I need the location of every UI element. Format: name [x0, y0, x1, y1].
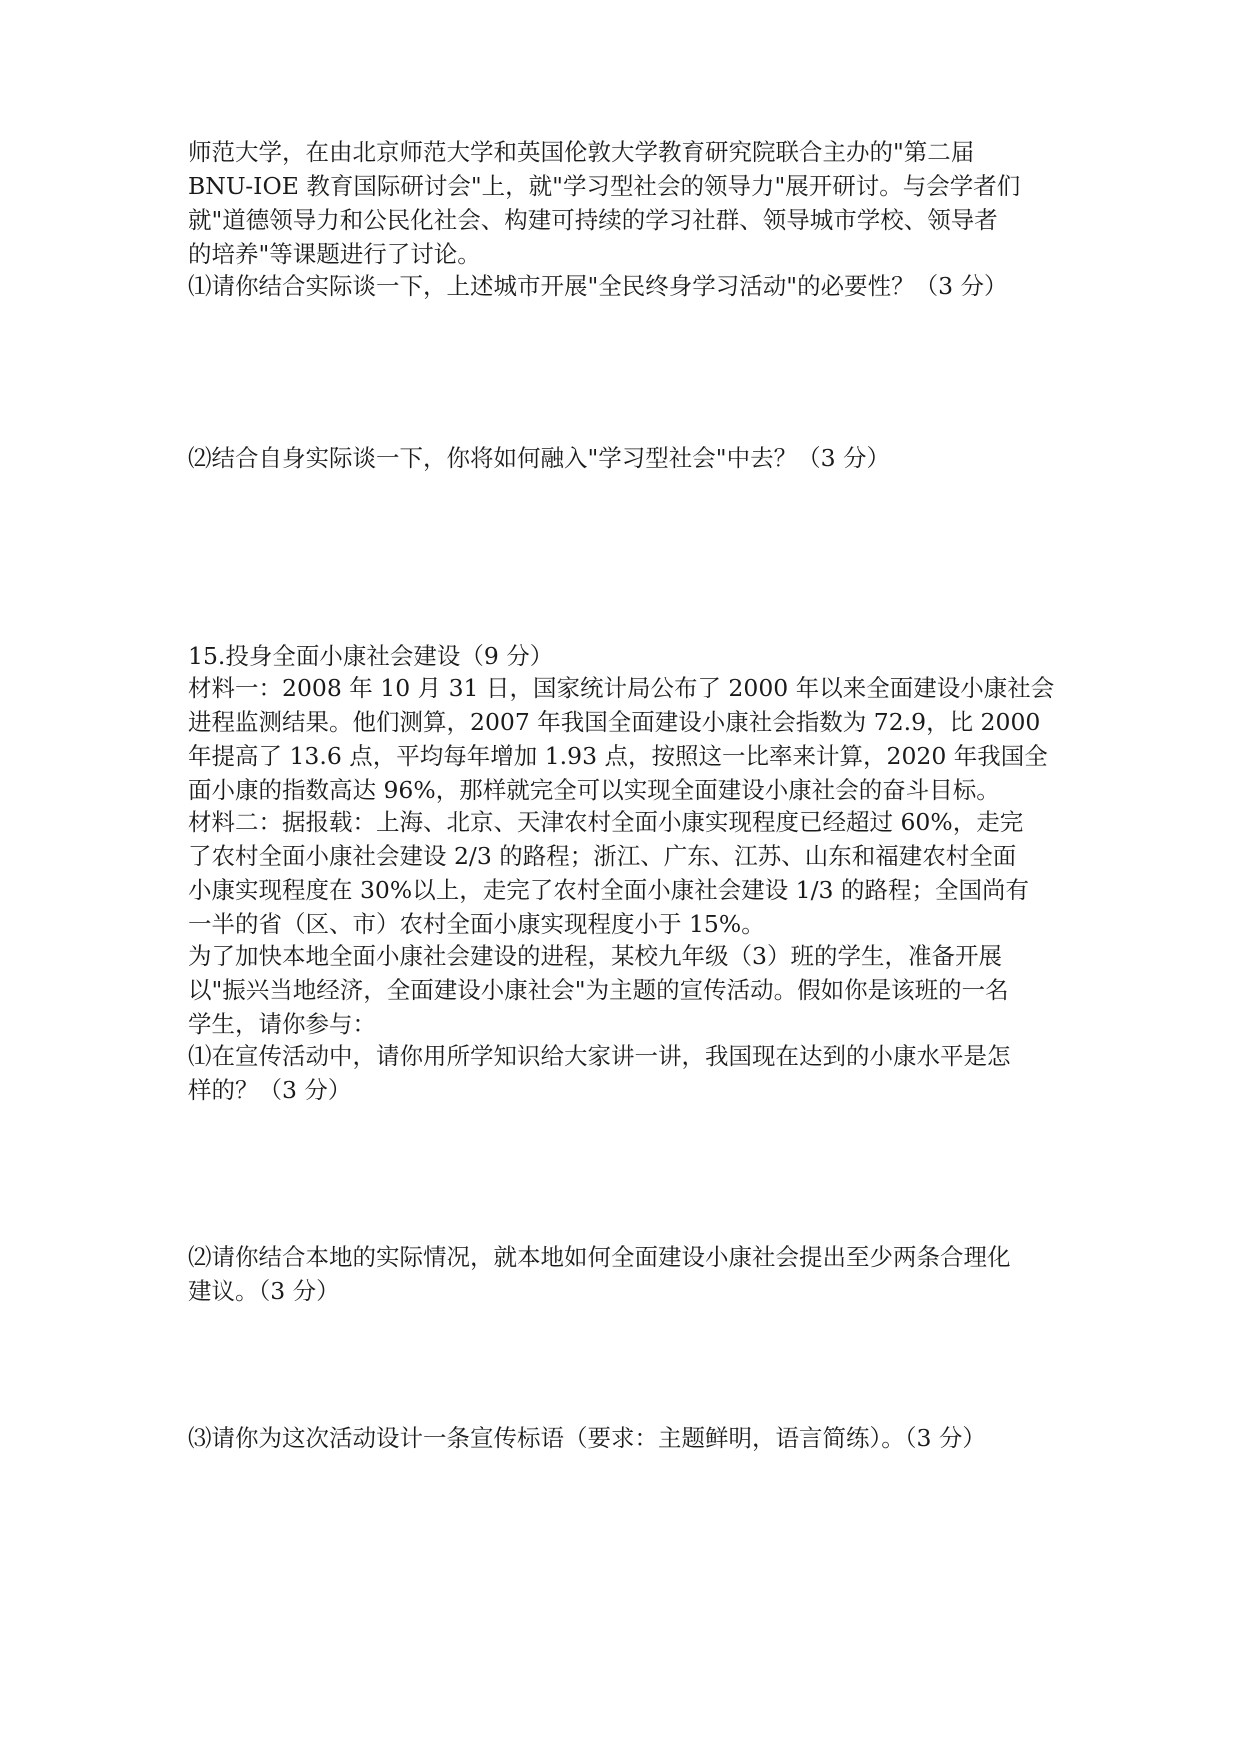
q15-sub-question-2-line-2: 建议。（3 分）	[188, 1277, 340, 1305]
intro-line-1: 师范大学，在由北京师范大学和英国伦敦大学教育研究院联合主办的"第二届	[188, 138, 975, 166]
q15-material1-line-3: 年提高了 13.6 点，平均每年增加 1.93 点，按照这一比率来计算，2020 年我国全	[188, 742, 1048, 770]
q15-context-line-1: 为了加快本地全面小康社会建设的进程，某校九年级（3）班的学生，准备开展	[188, 942, 1002, 970]
q15-sub-question-2-line-1: ⑵请你结合本地的实际情况，就本地如何全面建设小康社会提出至少两条合理化	[188, 1243, 1011, 1271]
q15-material2-line-2: 了农村全面小康社会建设 2/3 的路程；浙江、广东、江苏、山东和福建农村全面	[188, 842, 1017, 870]
intro-line-4: 的培养"等课题进行了讨论。	[188, 240, 481, 268]
q15-material2-line-3: 小康实现程度在 30%以上，走完了农村全面小康社会建设 1/3 的路程；全国尚有	[188, 876, 1029, 904]
q15-context-line-2: 以"振兴当地经济，全面建设小康社会"为主题的宣传活动。假如你是该班的一名	[188, 976, 1009, 1004]
q15-sub-question-3: ⑶请你为这次活动设计一条宣传标语（要求：主题鲜明，语言简练）。（3 分）	[188, 1424, 986, 1452]
intro-line-3: 就"道德领导力和公民化社会、构建可持续的学习社群、领导城市学校、领导者	[188, 206, 998, 234]
q14-sub-question-1: ⑴请你结合实际谈一下，上述城市开展"全民终身学习活动"的必要性？（3 分）	[188, 272, 1008, 300]
q15-material1-line-4: 面小康的指数高达 96%，那样就完全可以实现全面建设小康社会的奋斗目标。	[188, 776, 1000, 804]
q15-material2-line-4: 一半的省（区、市）农村全面小康实现程度小于 15%。	[188, 910, 765, 938]
intro-line-2: BNU-IOE 教育国际研讨会"上，就"学习型社会的领导力"展开研讨。与会学者们	[188, 172, 1021, 200]
q15-sub-question-1-line-1: ⑴在宣传活动中，请你用所学知识给大家讲一讲，我国现在达到的小康水平是怎	[188, 1042, 1011, 1070]
q15-material1-line-2: 进程监测结果。他们测算，2007 年我国全面建设小康社会指数为 72.9，比 2000	[188, 708, 1041, 736]
q14-sub-question-2: ⑵结合自身实际谈一下，你将如何融入"学习型社会"中去？（3 分）	[188, 444, 891, 472]
q15-title: 15.投身全面小康社会建设（9 分）	[188, 642, 554, 670]
q15-material2-line-1: 材料二：据报载：上海、北京、天津农村全面小康实现程度已经超过 60%，走完	[188, 808, 1024, 836]
q15-material1-line-1: 材料一：2008 年 10 月 31 日，国家统计局公布了 2000 年以来全面建设小康社会	[188, 674, 1055, 702]
q15-context-line-3: 学生，请你参与：	[188, 1010, 376, 1038]
q15-sub-question-1-line-2: 样的？（3 分）	[188, 1076, 352, 1104]
